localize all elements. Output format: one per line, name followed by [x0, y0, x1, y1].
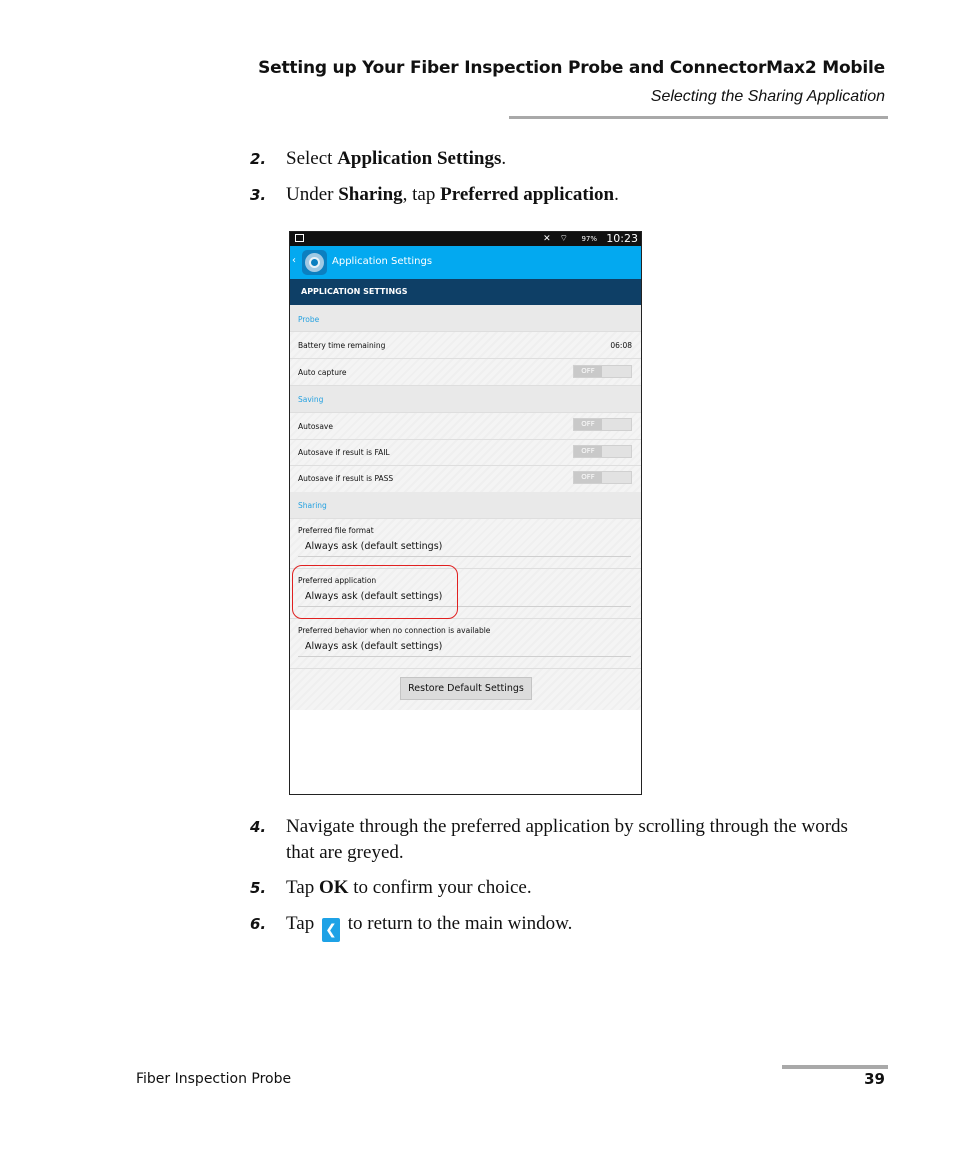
- highlight-circle: [292, 565, 458, 619]
- autosave-fail-toggle[interactable]: OFF: [573, 445, 632, 458]
- preferred-file-format-row[interactable]: Preferred file format Always ask (default settings): [290, 519, 641, 569]
- step-text: Tap OK to confirm your choice.: [286, 877, 532, 898]
- category-sharing: Sharing: [290, 492, 641, 519]
- autosave-pass-toggle[interactable]: OFF: [573, 471, 632, 484]
- step-number: 2.: [250, 150, 267, 168]
- step-text: Select Application Settings.: [286, 148, 507, 169]
- autosave-toggle[interactable]: OFF: [573, 418, 632, 431]
- app-screenshot: [289, 231, 642, 795]
- step-text: Tap ❮ to return to the main window.: [286, 911, 572, 942]
- app-logo-icon: [302, 250, 327, 275]
- page-number: 39: [864, 1070, 885, 1088]
- step-number: 4.: [250, 818, 267, 836]
- app-bar-title: Application Settings: [332, 256, 433, 267]
- preferred-application-select[interactable]: Always ask (default settings): [305, 591, 443, 602]
- autosave-row: Autosave OFF: [290, 413, 641, 440]
- chevron-left-icon[interactable]: ‹: [292, 255, 296, 266]
- battery-level: 97%: [581, 235, 597, 243]
- step-text: Navigate through the preferred application by scrolling through the words that are greyed.: [286, 816, 848, 863]
- step-number: 6.: [250, 915, 267, 933]
- autosave-pass-row: Autosave if result is PASS OFF: [290, 466, 641, 493]
- status-icons: ✕ ⌔: [543, 234, 571, 244]
- step-text: Under Sharing, tap Preferred application.: [286, 184, 619, 205]
- battery-time-row: Battery time remaining 06:08: [290, 332, 641, 359]
- preferred-file-format-select[interactable]: Always ask (default settings): [305, 541, 443, 552]
- status-bar: [290, 232, 641, 246]
- gallery-icon: [295, 234, 304, 242]
- settings-section-header: APPLICATION SETTINGS: [290, 279, 641, 305]
- auto-capture-row: Auto capture OFF: [290, 359, 641, 386]
- preferred-behavior-row[interactable]: Preferred behavior when no connection is available Always ask (default settings): [290, 619, 641, 669]
- step-number: 3.: [250, 186, 267, 204]
- app-bar: [290, 246, 641, 279]
- preferred-application-row[interactable]: Preferred application Always ask (default settings): [290, 569, 641, 619]
- battery-time-value: 06:08: [610, 341, 632, 350]
- category-saving: Saving: [290, 386, 641, 413]
- preferred-behavior-select[interactable]: Always ask (default settings): [305, 641, 443, 652]
- clock: 10:23: [606, 232, 638, 245]
- back-chevron-icon: ❮: [322, 918, 340, 942]
- category-probe: Probe: [290, 305, 641, 332]
- step-number: 5.: [250, 879, 267, 897]
- auto-capture-toggle[interactable]: OFF: [573, 365, 632, 378]
- header-rule: [509, 116, 888, 119]
- autosave-fail-row: Autosave if result is FAIL OFF: [290, 439, 641, 466]
- restore-default-settings-button[interactable]: Restore Default Settings: [400, 677, 532, 700]
- footer-rule: [782, 1065, 888, 1069]
- running-header-title: Setting up Your Fiber Inspection Probe and ConnectorMax2 Mobile: [258, 58, 885, 78]
- running-header-subtitle: Selecting the Sharing Application: [650, 88, 885, 105]
- empty-list-area: [290, 710, 641, 794]
- footer-title: Fiber Inspection Probe: [136, 1071, 292, 1087]
